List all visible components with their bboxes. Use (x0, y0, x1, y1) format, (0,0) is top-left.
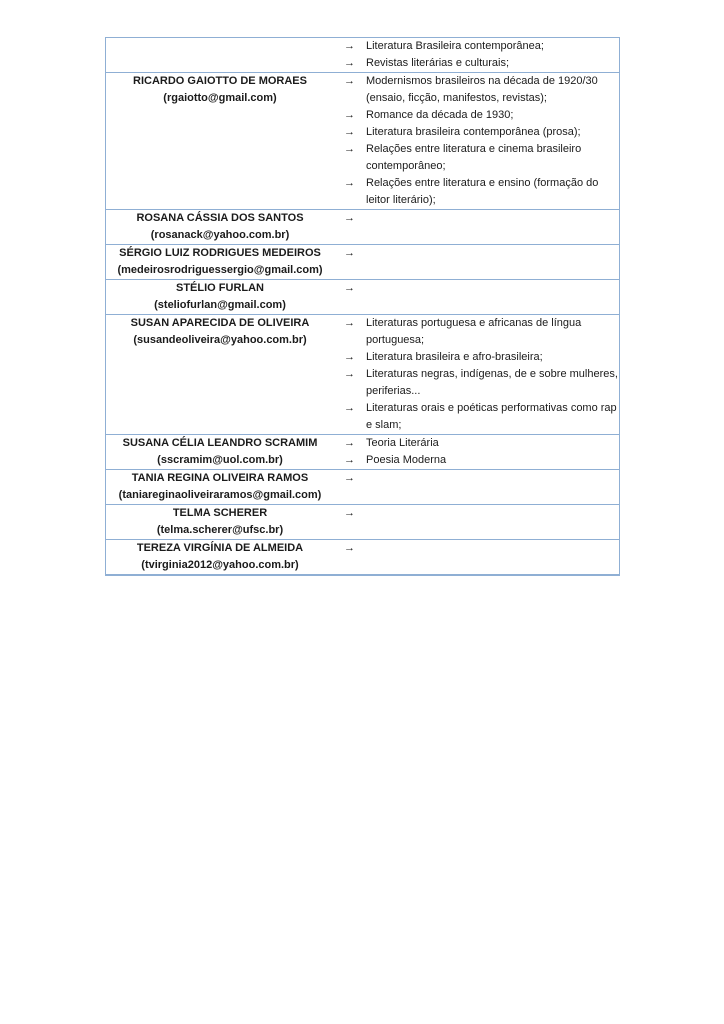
topic-item (344, 470, 624, 487)
right-arrow-icon: → (344, 542, 355, 554)
table-row (106, 210, 619, 245)
topic-item (344, 210, 624, 227)
table-row (106, 280, 619, 315)
topic-item (344, 505, 624, 522)
member-name: SUSAN APARECIDA DE OLIVEIRA (130, 317, 310, 329)
topic-text: Literatura brasileira contemporânea (prosa); (366, 126, 581, 138)
topic-item (344, 175, 624, 209)
member-name-cell (106, 315, 334, 349)
topics-cell (334, 245, 624, 262)
member-email: (rgaiotto@gmail.com) (163, 92, 277, 104)
member-name-cell (106, 73, 334, 107)
right-arrow-icon: → (344, 212, 355, 224)
topic-item (344, 280, 624, 297)
table-row (106, 540, 619, 574)
member-name-cell (106, 280, 334, 314)
topic-text: Poesia Moderna (366, 454, 447, 466)
topic-item (344, 141, 624, 175)
topic-item (344, 124, 624, 141)
table-row (106, 505, 619, 540)
member-email: (rosanack@yahoo.com.br) (150, 229, 290, 241)
right-arrow-icon: → (344, 351, 355, 363)
table-row (106, 38, 619, 73)
right-arrow-icon: → (344, 437, 355, 449)
right-arrow-icon: → (344, 109, 355, 121)
advisors-table (105, 37, 620, 576)
topic-text: Literaturas portuguesa e africanas de língua portuguesa; (366, 317, 582, 346)
member-name: TEREZA VIRGÍNIA DE ALMEIDA (136, 542, 304, 554)
topic-item (344, 540, 624, 557)
member-name: STÉLIO FURLAN (176, 282, 264, 294)
topic-item (344, 315, 624, 349)
member-name: TANIA REGINA OLIVEIRA RAMOS (131, 472, 309, 484)
topic-item (344, 55, 624, 72)
member-name-cell (106, 435, 334, 469)
topic-item (344, 245, 624, 262)
right-arrow-icon: → (344, 507, 355, 519)
table-row (106, 315, 619, 435)
topic-text: Romance da década de 1930; (366, 109, 514, 121)
topics-cell (334, 435, 624, 469)
topic-item (344, 435, 624, 452)
member-name: ROSANA CÁSSIA DOS SANTOS (136, 212, 304, 224)
member-email: (tvirginia2012@yahoo.com.br) (141, 559, 299, 571)
topic-item (344, 107, 624, 124)
right-arrow-icon: → (344, 57, 355, 69)
topic-text: Literatura brasileira e afro-brasileira; (366, 351, 543, 363)
topics-cell (334, 315, 624, 434)
member-name-cell (106, 210, 334, 244)
member-email: (medeirosrodriguessergio@gmail.com) (117, 264, 323, 276)
topic-text: Teoria Literária (366, 437, 439, 449)
table-row (106, 470, 619, 505)
topics-cell (334, 505, 624, 522)
table-row (106, 245, 619, 280)
member-email: (sscramim@uol.com.br) (157, 454, 283, 466)
table-row (106, 73, 619, 210)
right-arrow-icon: → (344, 177, 355, 189)
topic-text: Modernismos brasileiros na década de 1920/30 (ensaio, ficção, manifestos, revistas); (366, 75, 598, 104)
topic-item (344, 38, 624, 55)
topic-item (344, 366, 624, 400)
topics-cell (334, 73, 624, 209)
member-name: SÉRGIO LUIZ RODRIGUES MEDEIROS (119, 247, 321, 259)
topic-text: Literatura Brasileira contemporânea; (366, 40, 544, 52)
topic-text: Revistas literárias e culturais; (366, 57, 510, 69)
member-name: RICARDO GAIOTTO DE MORAES (133, 75, 307, 87)
member-name-cell (106, 540, 334, 574)
topic-text: Literaturas negras, indígenas, de e sobre mulheres, periferias... (366, 368, 618, 397)
right-arrow-icon: → (344, 75, 355, 87)
topic-item (344, 73, 624, 107)
topic-item (344, 452, 624, 469)
member-email: (susandeoliveira@yahoo.com.br) (133, 334, 307, 346)
member-name-cell (106, 505, 334, 539)
table-row (106, 435, 619, 470)
topic-item (344, 349, 624, 366)
right-arrow-icon: → (344, 454, 355, 466)
member-email: (taniareginaoliveiraramos@gmail.com) (118, 489, 322, 501)
member-name-cell (106, 245, 334, 279)
topics-cell (334, 540, 624, 557)
topics-cell (334, 38, 624, 72)
right-arrow-icon: → (344, 282, 355, 294)
right-arrow-icon: → (344, 472, 355, 484)
topics-cell (334, 280, 624, 297)
right-arrow-icon: → (344, 368, 355, 380)
right-arrow-icon: → (344, 317, 355, 329)
topic-text: Relações entre literatura e ensino (formação do leitor literário); (366, 177, 599, 206)
right-arrow-icon: → (344, 247, 355, 259)
member-name: TELMA SCHERER (172, 507, 268, 519)
topics-cell (334, 210, 624, 227)
member-name: SUSANA CÉLIA LEANDRO SCRAMIM (122, 437, 318, 449)
member-email: (steliofurlan@gmail.com) (154, 299, 286, 311)
right-arrow-icon: → (344, 40, 355, 52)
member-email: (telma.scherer@ufsc.br) (156, 524, 284, 536)
right-arrow-icon: → (344, 126, 355, 138)
topics-cell (334, 470, 624, 487)
right-arrow-icon: → (344, 143, 355, 155)
topic-text: Literaturas orais e poéticas performativas como rap e slam; (366, 402, 617, 431)
member-name-cell (106, 470, 334, 504)
right-arrow-icon: → (344, 402, 355, 414)
topic-item (344, 400, 624, 434)
topic-text: Relações entre literatura e cinema brasileiro contemporâneo; (366, 143, 582, 172)
